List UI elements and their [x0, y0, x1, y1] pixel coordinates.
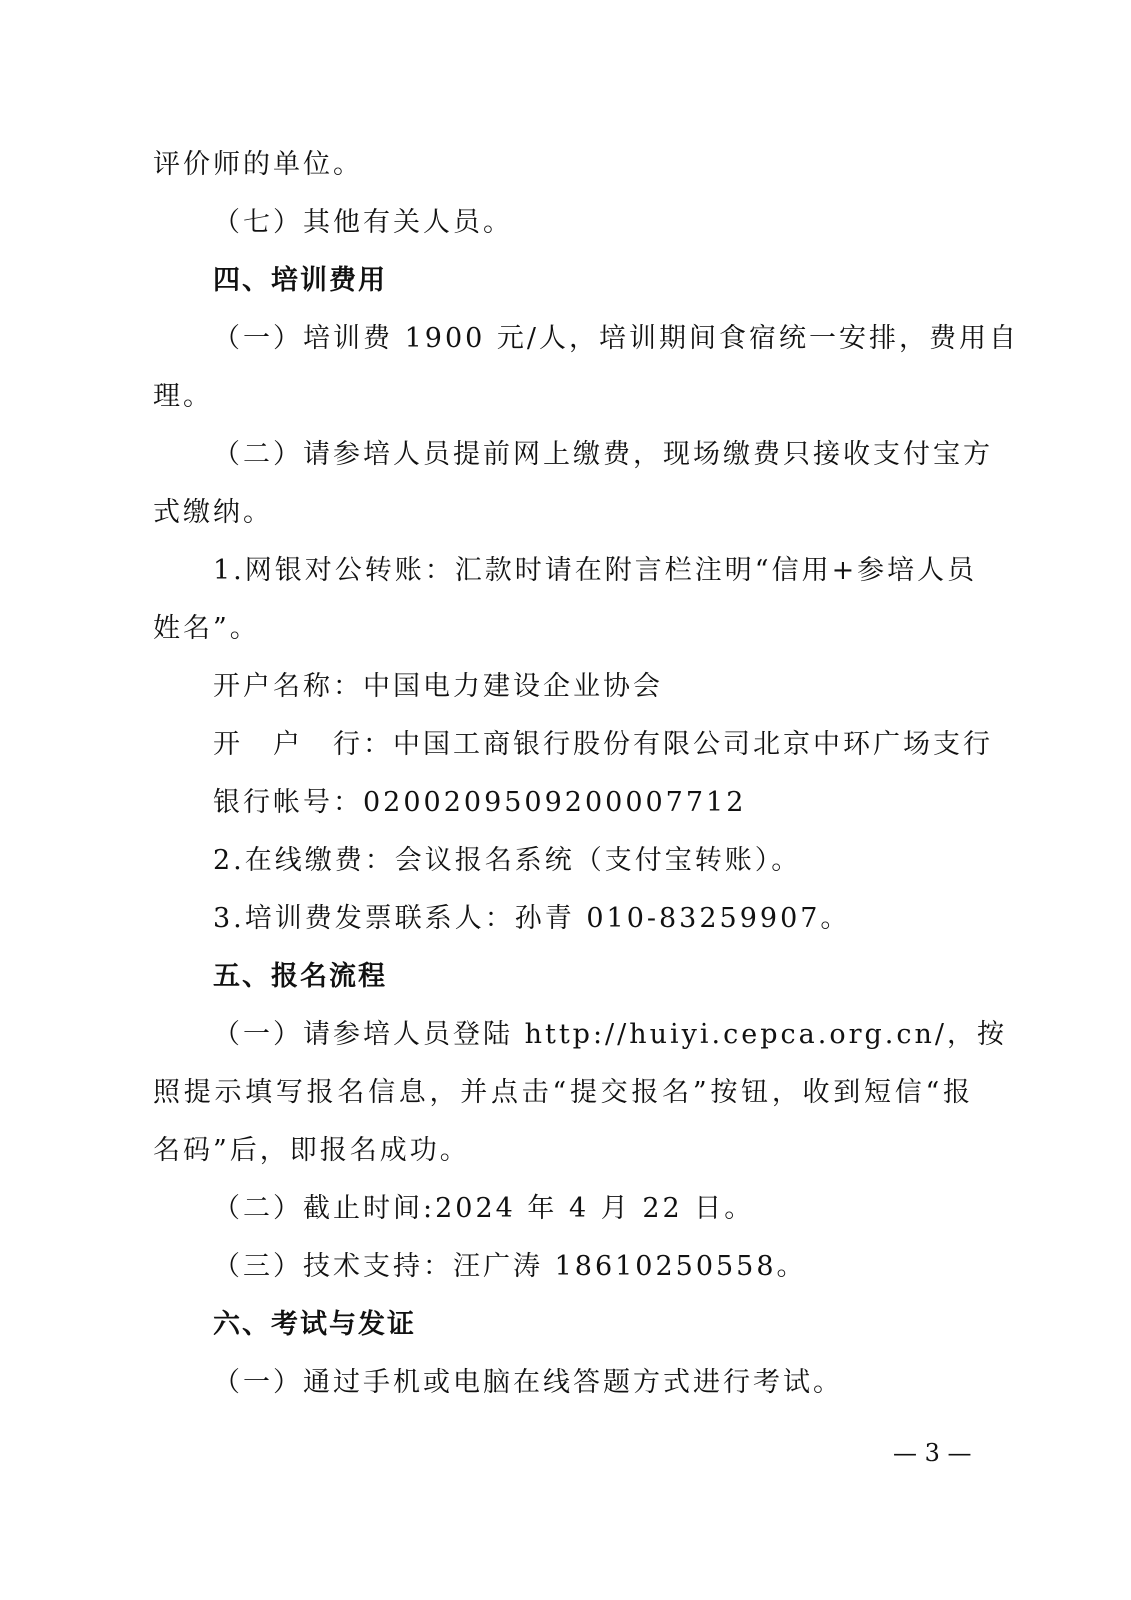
section-heading: 六、考试与发证 [213, 1309, 416, 1340]
page-number: — 3 — [893, 1439, 972, 1467]
account-number-line: 银行帐号：0200209509200007712 [213, 787, 747, 818]
paragraph-line: 1.网银对公转账：汇款时请在附言栏注明“信用+参培人员 [213, 555, 978, 586]
section-heading: 五、报名流程 [213, 961, 387, 992]
paragraph-line: 式缴纳。 [153, 497, 273, 528]
paragraph-line: 名码”后，即报名成功。 [153, 1135, 470, 1166]
paragraph-line: （二）请参培人员提前网上缴费，现场缴费只接收支付宝方 [213, 439, 993, 470]
bank-line: 开 户 行：中国工商银行股份有限公司北京中环广场支行 [213, 729, 993, 760]
paragraph-line: （一）通过手机或电脑在线答题方式进行考试。 [213, 1367, 843, 1398]
paragraph-line: （一）培训费 1900 元/人，培训期间食宿统一安排，费用自 [213, 323, 1019, 354]
paragraph-line: （一）请参培人员登陆 http://huiyi.cepca.org.cn/，按 [213, 1019, 1007, 1050]
paragraph-line: 评价师的单位。 [153, 149, 363, 180]
paragraph-line: 理。 [153, 381, 213, 412]
paragraph-line: 照提示填写报名信息，并点击“提交报名”按钮，收到短信“报 [153, 1077, 973, 1108]
section-heading: 四、培训费用 [213, 265, 387, 296]
paragraph-line: （二）截止时间:2024 年 4 月 22 日。 [213, 1193, 755, 1224]
paragraph-line: 2.在线缴费：会议报名系统（支付宝转账）。 [213, 845, 802, 876]
paragraph-line: （三）技术支持：汪广涛 18610250558。 [213, 1251, 807, 1282]
paragraph-line: 姓名”。 [153, 613, 260, 644]
account-name-line: 开户名称：中国电力建设企业协会 [213, 671, 663, 702]
paragraph-line: （七）其他有关人员。 [213, 207, 513, 238]
paragraph-line: 3.培训费发票联系人：孙青 010-83259907。 [213, 903, 851, 934]
